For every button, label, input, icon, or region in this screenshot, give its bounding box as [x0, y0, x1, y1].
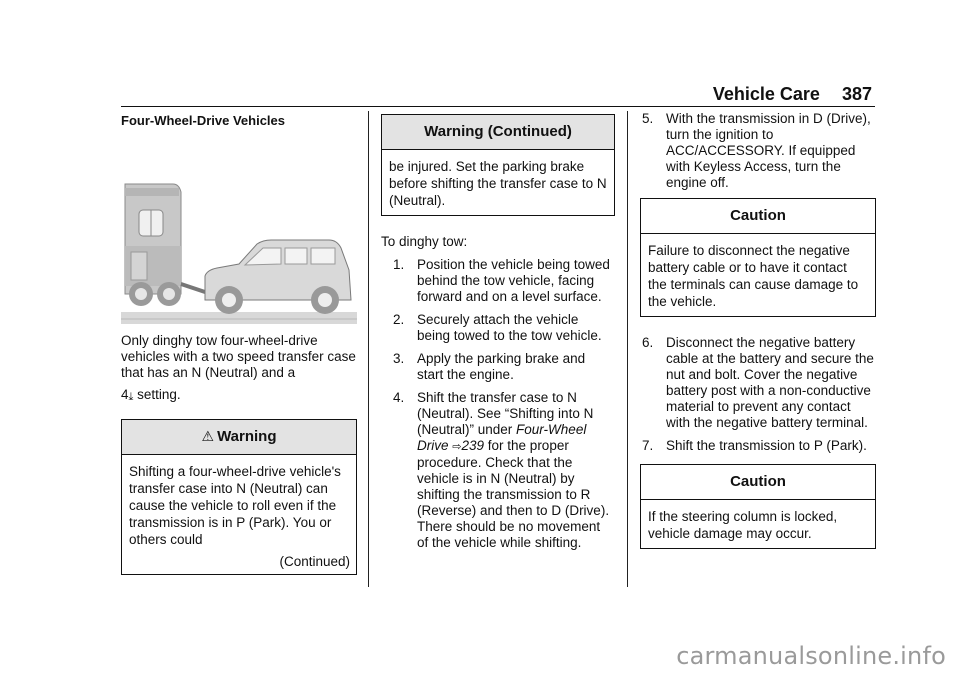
warning-box: [121, 419, 357, 575]
continued-label: (Continued): [279, 554, 350, 569]
caution-box-2: [640, 464, 876, 549]
steps-list-continued: [640, 111, 876, 191]
dinghy-intro: To dinghy tow:: [381, 234, 468, 249]
steps-list: [381, 257, 615, 551]
warning-title: ⚠ Warning: [122, 420, 356, 455]
intro-paragraph: Only dinghy tow four-wheel-drive vehicles with a two speed transfer case that has an N (Neutral) and a 4⤓ setting.: [121, 333, 356, 403]
list-item: 4. Shift the transfer case to N (Neutral). See “Shifting into N (Neutral)” under Four-Wheel Drive ⇨239 for the proper procedure. Check that the vehicle is in N (Neutral) by shifting the transmission to R (Reverse) and then to D (Drive). There should be no movement of the vehicle while shifting.: [393, 390, 610, 550]
header-rule: [121, 106, 875, 107]
column-divider-2: [627, 111, 628, 587]
warning-body: Shifting a four-wheel-drive vehicle's transfer case into N (Neutral) can cause the vehicle to roll even if the transmission is in P (Park). You or others could: [129, 464, 341, 547]
warning-continued-box: [381, 114, 615, 216]
warning-continued-body: be injured. Set the parking brake before shifting the transfer case to N (Neutral).: [389, 159, 607, 208]
list-item: 5. With the transmission in D (Drive), turn the ignition to ACC/ACCESSORY. If equipped with Keyless Access, turn the engine off.: [642, 111, 871, 190]
page-number: 387: [841, 84, 872, 104]
caution-body: If the steering column is locked, vehicle damage may occur.: [648, 509, 838, 541]
warning-continued-title: Warning (Continued): [382, 115, 614, 150]
caution-title: Caution: [641, 465, 875, 500]
list-item: 3. Apply the parking brake and start the engine.: [393, 351, 586, 382]
watermark-text: carmanualsonline.info: [676, 642, 946, 670]
caution-title: Caution: [641, 199, 875, 234]
down-arrow-icon: ⤓: [128, 391, 134, 403]
cross-reference-link[interactable]: Four-Wheel Drive: [417, 422, 587, 453]
caution-body: Failure to disconnect the negative battery cable or to have it contact the terminals can cause damage to the vehicle.: [648, 243, 859, 309]
list-item: 1. Position the vehicle being towed behind the tow vehicle, facing forward and on a level surface.: [393, 257, 610, 304]
warning-icon: ⚠: [201, 428, 215, 444]
list-item: 6. Disconnect the negative battery cable at the battery and secure the nut and bolt. Cover the negative battery post with a non-conductive material to prevent any contact with the negative battery terminal.: [642, 335, 874, 430]
column-1: [121, 111, 357, 575]
rv-towing-suv-illustration: [121, 144, 357, 324]
section-heading: Four-Wheel-Drive Vehicles: [121, 113, 285, 128]
page-header: [713, 84, 872, 105]
column-3: [640, 111, 876, 549]
4lo-symbol: 4: [121, 387, 129, 402]
list-item: 7. Shift the transmission to P (Park).: [642, 438, 867, 453]
steps-list-continued-2: [640, 335, 876, 454]
page-ref-arrow-icon: ⇨: [452, 441, 462, 453]
column-2: [381, 111, 615, 558]
caution-box-1: [640, 198, 876, 317]
list-item: 2. Securely attach the vehicle being towed to the tow vehicle.: [393, 312, 602, 343]
section-title: Vehicle Care: [712, 84, 820, 104]
page-ref-number[interactable]: 239: [461, 438, 485, 453]
column-divider-1: [368, 111, 369, 587]
